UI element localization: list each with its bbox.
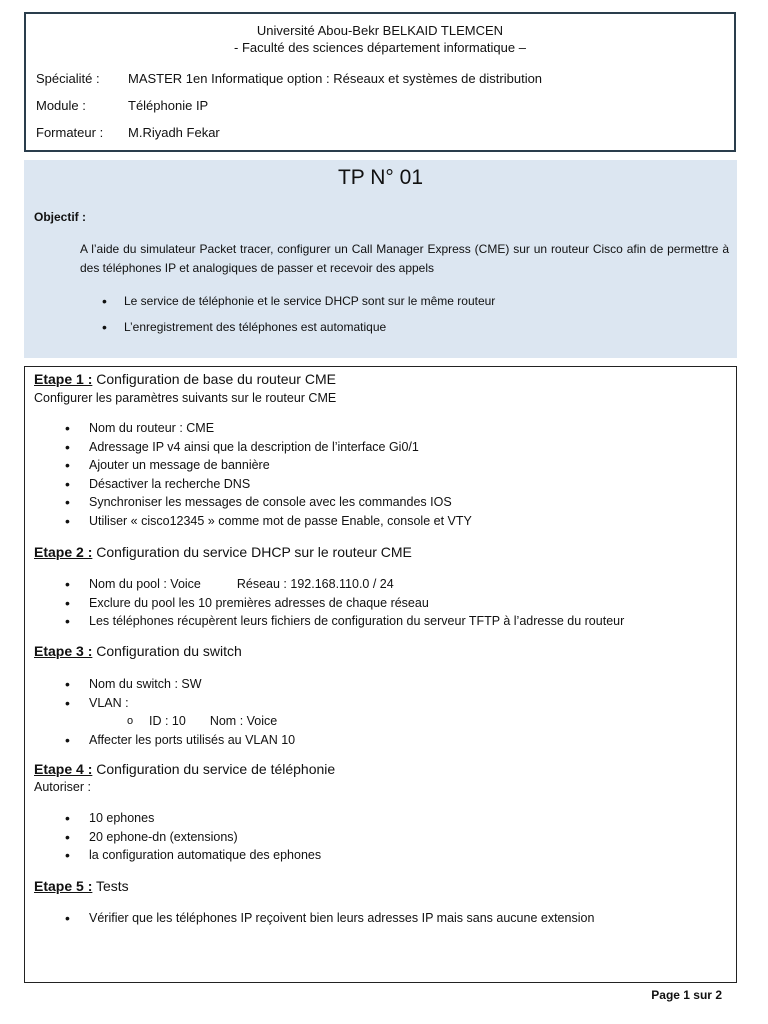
step-2-heading (34, 544, 412, 560)
list-item: • Vérifier que les téléphones IP reçoivent bien leurs adresses IP mais sans aucune extension (63, 909, 594, 928)
pool-network: Réseau : 192.168.110.0 / 24 (236, 577, 394, 591)
list-item: • Nom du routeur : CME (63, 419, 472, 438)
list-item: • Désactiver la recherche DNS (63, 475, 472, 494)
faculty-name: - Faculté des sciences département informatique – (234, 40, 526, 55)
list-item: • Adressage IP v4 ainsi que la description de l’interface Gi0/1 (63, 438, 472, 457)
step-3-number: Etape 3 : (34, 643, 93, 659)
list-item: • Affecter les ports utilisés au VLAN 10 (63, 731, 295, 750)
list-item: • L’enregistrement des téléphones est automatique (98, 314, 495, 340)
step-5-heading (34, 878, 129, 894)
list-item (63, 712, 295, 731)
formateur-value: M.Riyadh Fekar (128, 125, 220, 140)
vlan-name: Nom : Voice (209, 714, 278, 728)
objectif-label: Objectif : (34, 210, 87, 224)
step-3-heading (34, 643, 242, 659)
step-2-list (63, 575, 624, 631)
step-1-title: Configuration de base du routeur CME (92, 371, 336, 387)
specialite-label: Spécialité : (36, 71, 100, 86)
module-value: Téléphonie IP (128, 98, 209, 113)
step-5-list (63, 909, 594, 928)
specialite-value: MASTER 1en Informatique option : Réseaux et systèmes de distribution (128, 71, 543, 86)
step-4-list (63, 809, 321, 865)
list-item (63, 575, 624, 594)
step-3-list (63, 675, 295, 749)
document-header (24, 12, 736, 152)
step-1-list (63, 419, 472, 530)
list-item: • 20 ephone-dn (extensions) (63, 828, 321, 847)
objectif-paragraph: A l’aide du simulateur Packet tracer, configurer un Call Manager Express (CME) sur un routeur Cisco afin de permettre à des téléphones IP et analogiques de passer et recevoir des appels (80, 242, 729, 275)
step-4-subtitle: Autoriser : (34, 780, 91, 794)
university-name: Université Abou-Bekr BELKAID TLEMCEN (256, 23, 504, 38)
list-item: • Utiliser « cisco12345 » comme mot de passe Enable, console et VTY (63, 512, 472, 531)
step-4-number: Etape 4 : (34, 761, 93, 777)
objectif-bullet-list (98, 288, 495, 340)
list-item: • la configuration automatique des ephones (63, 846, 321, 865)
formateur-label: Formateur : (36, 125, 104, 140)
step-4-heading (34, 761, 335, 777)
step-5-title: Tests (92, 878, 129, 894)
page-number: Page 1 sur 2 (651, 988, 722, 1002)
list-item: • VLAN : (63, 694, 295, 713)
step-2-title: Configuration du service DHCP sur le routeur CME (92, 544, 412, 560)
tp-title: TP N° 01 (337, 166, 424, 189)
list-item: • Exclure du pool les 10 premières adresses de chaque réseau (63, 594, 624, 613)
list-item: • Synchroniser les messages de console avec les commandes IOS (63, 493, 472, 512)
pool-name: Nom du pool : Voice (89, 577, 201, 591)
list-item: • Ajouter un message de bannière (63, 456, 472, 475)
step-4-title: Configuration du service de téléphonie (92, 761, 336, 777)
list-item: • Le service de téléphonie et le service DHCP sont sur le même routeur (98, 288, 495, 314)
step-5-number: Etape 5 : (34, 878, 93, 894)
tp-objective-section (24, 160, 737, 358)
list-item: • 10 ephones (63, 809, 321, 828)
step-1-heading (34, 371, 336, 387)
step-1-number: Etape 1 : (34, 371, 93, 387)
step-3-title: Configuration du switch (92, 643, 242, 659)
vlan-id: ID : 10 (149, 714, 186, 728)
list-item: • Nom du switch : SW (63, 675, 295, 694)
module-label: Module : (36, 98, 86, 113)
university-block (26, 22, 734, 56)
step-2-number: Etape 2 : (34, 544, 93, 560)
steps-section (24, 366, 737, 983)
list-item: • Les téléphones récupèrent leurs fichiers de configuration du serveur TFTP à l’adresse du routeur (63, 612, 624, 631)
step-1-subtitle: Configurer les paramètres suivants sur le routeur CME (34, 391, 337, 405)
